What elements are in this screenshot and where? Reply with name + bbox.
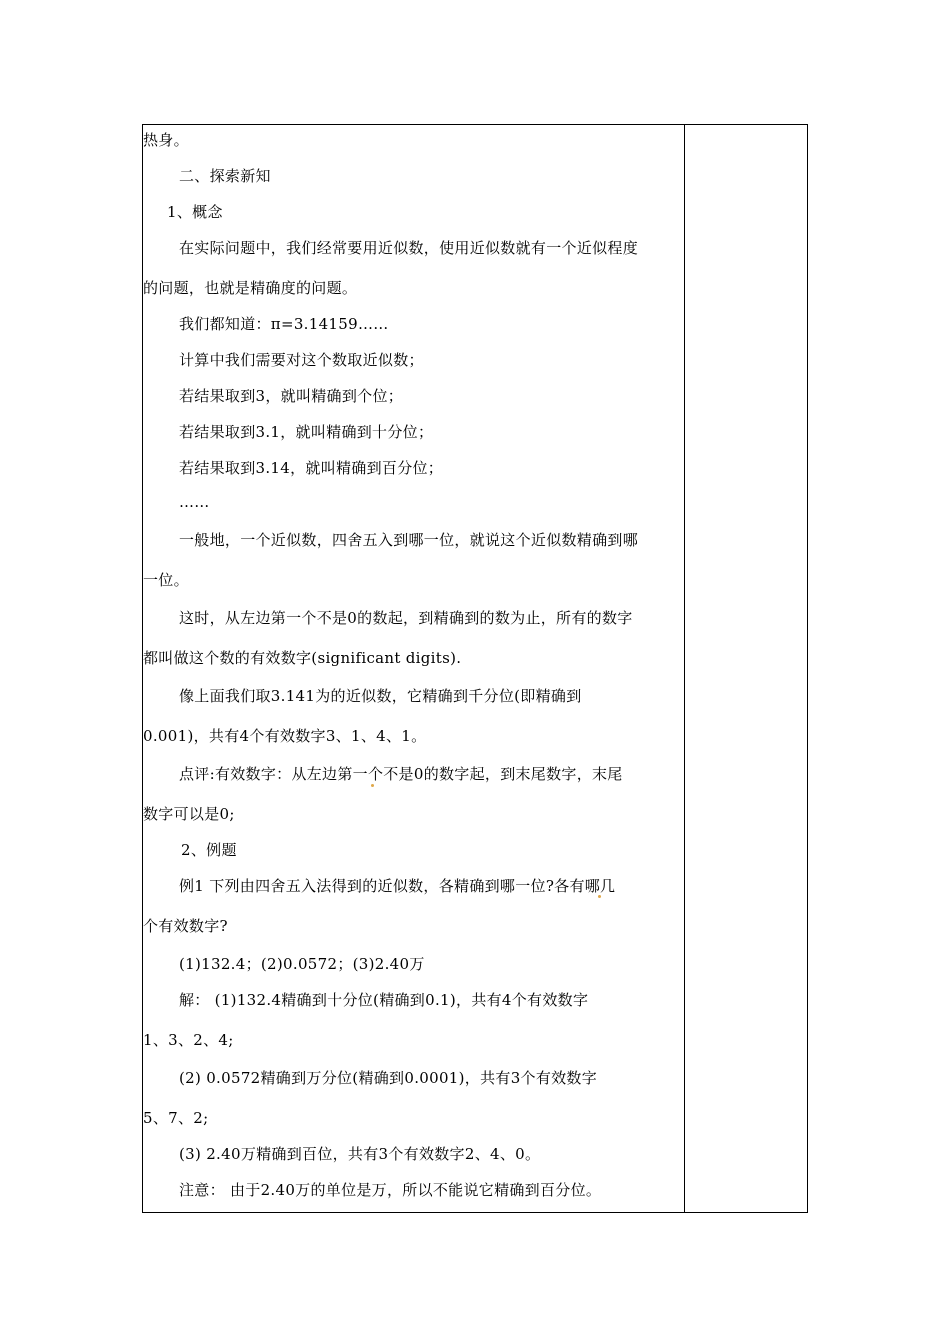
text-line: 若结果取到3，就叫精确到个位； [179, 387, 404, 405]
text-line: 在实际问题中，我们经常要用近似数，使用近似数就有一个近似程度 [179, 239, 639, 257]
subsection-heading: 1、概念 [167, 203, 223, 221]
text-line: 的问题，也就是精确度的问题。 [143, 279, 358, 297]
solution-line: (2) 0.0572精确到万分位(精确到0.0001)，共有3个有效数字 [179, 1069, 598, 1087]
text-line: 个有效数字? [143, 917, 228, 935]
text-line: 像上面我们取3.141为的近似数，它精确到千分位(即精确到 [179, 687, 582, 705]
text-line: 点评:有效数字：从左边第一个不是0的数字起，到末尾数字，末尾 [179, 765, 623, 783]
text-line: 一般地，一个近似数，四舍五入到哪一位，就说这个近似数精确到哪 [179, 531, 639, 549]
section-heading: 二、探索新知 [179, 167, 271, 185]
highlight-mark [598, 895, 601, 898]
subsection-heading: 2、例题 [181, 841, 237, 859]
note-line: 注意： 由于2.40万的单位是万，所以不能说它精确到百分位。 [179, 1181, 602, 1199]
text-line: 计算中我们需要对这个数取近似数； [179, 351, 424, 369]
text-line: 热身。 [143, 131, 189, 149]
text-line: (1)132.4；(2)0.0572；(3)2.40万 [179, 955, 425, 973]
text-line: 5、7、2; [143, 1109, 209, 1127]
text-line: 数字可以是0; [143, 805, 235, 823]
text-line: 若结果取到3.14，就叫精确到百分位； [179, 459, 444, 477]
text-line: 若结果取到3.1，就叫精确到十分位； [179, 423, 434, 441]
text-line: 一位。 [143, 571, 189, 589]
solution-line: 解： (1)132.4精确到十分位(精确到0.1)，共有4个有效数字 [179, 991, 589, 1009]
text-line: 1、3、2、4; [143, 1031, 234, 1049]
text-line: 这时，从左边第一个不是0的数起，到精确到的数为止，所有的数字 [179, 609, 633, 627]
example-line: 例1 下列由四舍五入法得到的近似数，各精确到哪一位?各有哪几 [179, 877, 616, 895]
text-line: 我们都知道：π=3.14159…… [179, 315, 389, 333]
notes-column [685, 125, 807, 1212]
text-line: 0.001)，共有4个有效数字3、1、4、1。 [143, 727, 427, 745]
ellipsis: …… [179, 493, 210, 511]
text-line: 都叫做这个数的有效数字(significant digits). [143, 649, 462, 667]
solution-line: (3) 2.40万精确到百位，共有3个有效数字2、4、0。 [179, 1145, 541, 1163]
lesson-table [142, 124, 808, 1213]
highlight-mark [371, 784, 374, 787]
